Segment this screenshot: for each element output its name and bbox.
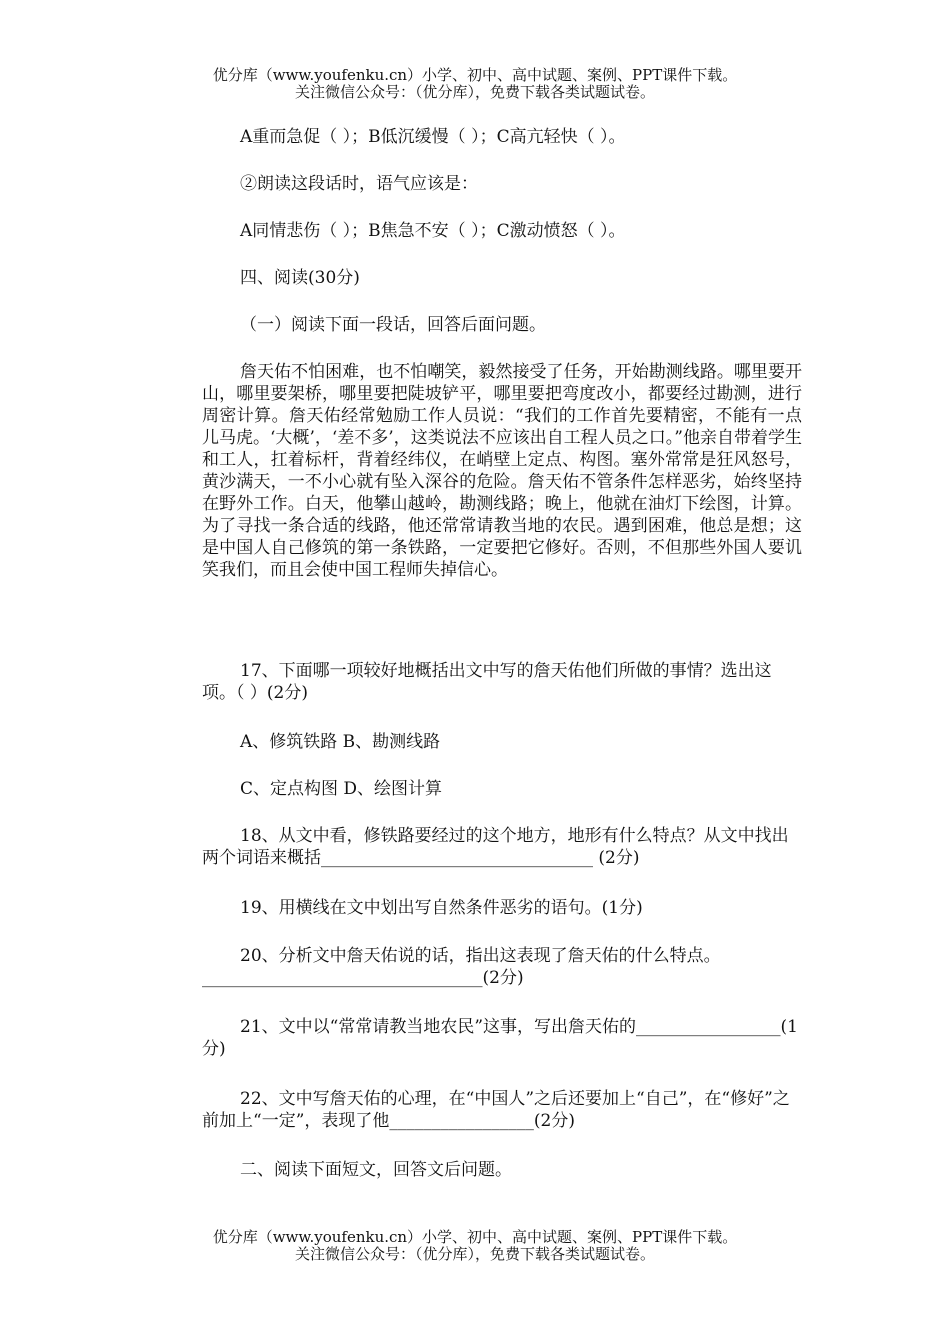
- options-tone: A同情悲伤（ ）；B焦急不安（ ）；C激动愤怒（ ）。: [240, 221, 626, 241]
- question-17: 17、下面哪一项较好地概括出文中写的詹天佑他们所做的事情？选出这项。（ ）(2分): [202, 661, 772, 703]
- footer-line-2: 关注微信公众号：（优分库），免费下载各类试题试卷。: [294, 1245, 655, 1263]
- page-footer: [0, 1229, 950, 1263]
- options-speed: A重而急促（ ）；B低沉缓慢（ ）；C高亢轻快（ ）。: [240, 127, 626, 147]
- question-21: 21、文中以“常常请教当地农民”这事，写出詹天佑的_________________(1分): [202, 1017, 798, 1059]
- header-line-2: 关注微信公众号：（优分库），免费下载各类试题试卷。: [294, 83, 655, 101]
- sub-heading-part-1: （一）阅读下面一段话，回答后面问题。: [240, 315, 546, 335]
- footer-line-1: 优分库（www.youfenku.cn）小学、初中、高中试题、案例、PPT课件下载。: [212, 1228, 738, 1246]
- question-22: 22、文中写詹天佑的心理，在“中国人”之后还要加上“自己”，在“修好”之前加上“一定”，表现了他_________________(2分): [202, 1089, 790, 1131]
- header-line-1: 优分库（www.youfenku.cn）小学、初中、高中试题、案例、PPT课件下载。: [212, 66, 738, 84]
- section-heading-reading: 四、阅读(30分): [240, 268, 360, 288]
- question-20: 20、分析文中詹天佑说的话，指出这表现了詹天佑的什么特点。_________________________________(2分): [202, 946, 721, 988]
- question-tone: ②朗读这段话时，语气应该是：: [240, 174, 478, 194]
- page-header: [0, 67, 950, 101]
- question-18: 18、从文中看，修铁路要经过的这个地方，地形有什么特点？从文中找出两个词语来概括________________________________ (2分): [202, 826, 789, 868]
- question-19: 19、用横线在文中划出写自然条件恶劣的语句。(1分): [240, 898, 643, 918]
- question-17-options-cd: C、定点构图 D、绘图计算: [240, 779, 443, 799]
- reading-passage: 詹天佑不怕困难，也不怕嘲笑，毅然接受了任务，开始勘测线路。哪里要开山，哪里要架桥，哪里要把陡坡铲平，哪里要把弯度改小，都要经过勘测，进行周密计算。詹天佑经常勉励工作人员说：“我们的工作首先要精密，不能有一点儿马虎。‘大概’，‘差不多’，这类说法不应该出自工程人员之口。”他亲自带着学生和工人，扛着标杆，背着经纬仪，在峭壁上定点、构图。塞外常常是狂风怒号，黄沙满天，一不小心就有坠入深谷的危险。詹天佑不管条件怎样恶劣，始终坚持在野外工作。白天，他攀山越岭，勘测线路；晚上，他就在油灯下绘图，计算。为了寻找一条合适的线路，他还常常请教当地的农民。遇到困难，他总是想；这是中国人自己修筑的第一条铁路，一定要把它修好。否则，不但那些外国人要讥笑我们，而且会使中国工程师失掉信心。: [202, 362, 802, 580]
- section-heading-part-2: 二、阅读下面短文，回答文后问题。: [240, 1160, 512, 1180]
- question-17-options-ab: A、修筑铁路 B、勘测线路: [240, 732, 441, 752]
